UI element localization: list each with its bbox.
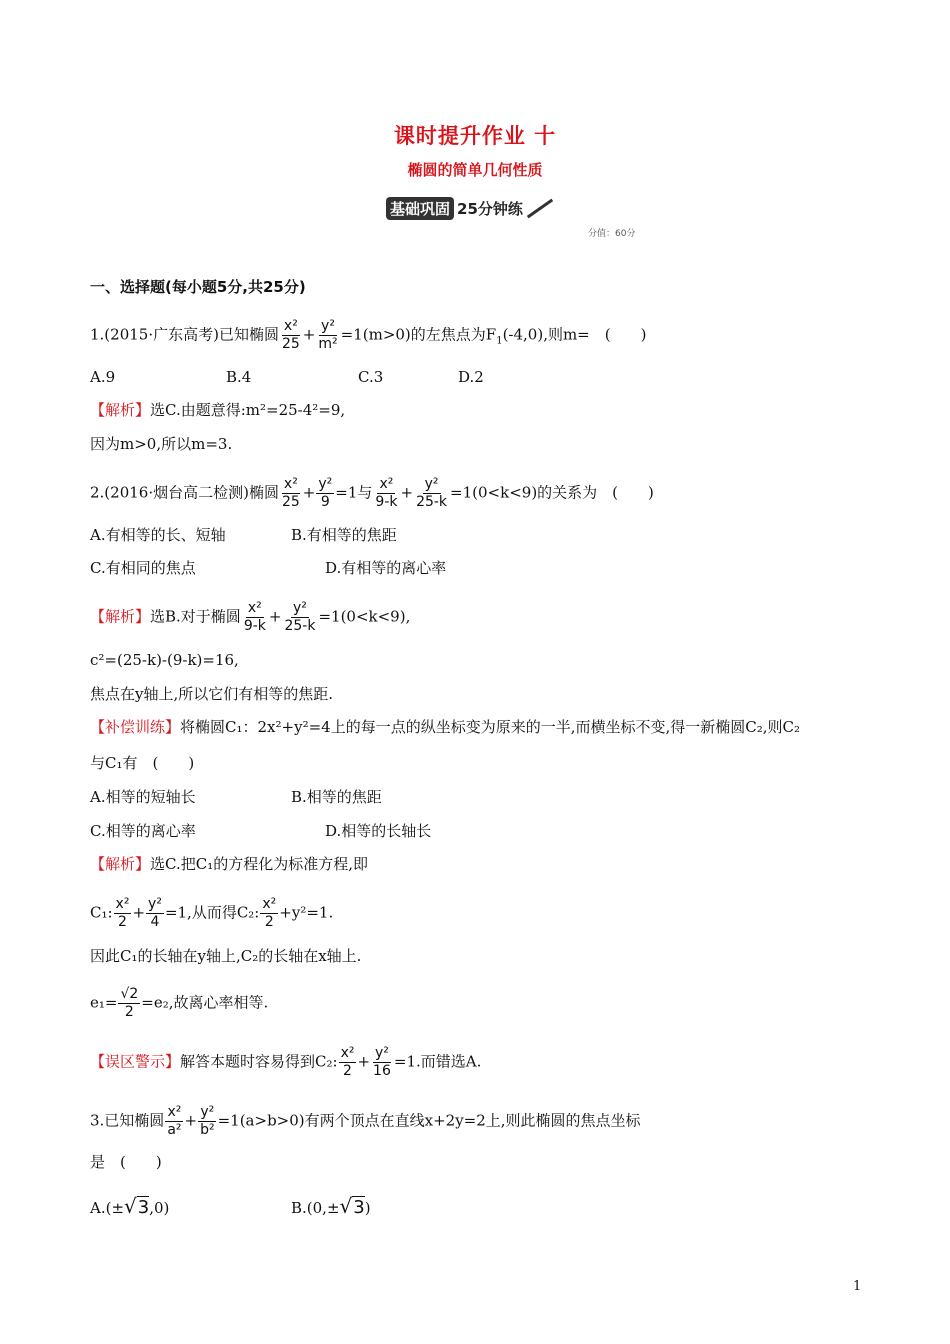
extra-answer-line1: 选C.把C₁的方程化为标准方程,即 (150, 855, 368, 873)
extra-option-c: C.相等的离心率 (90, 822, 196, 840)
score-label: 分值：60分 (588, 229, 636, 239)
fraction: $\frac{\text{x²}}{25}$ (281, 318, 300, 352)
extra-c2-label: =1,从而得C₂: (164, 903, 260, 922)
fraction: $\frac{\text{y²}}{4}$ (148, 896, 162, 930)
q2-answer-a: 选B.对于椭圆 (150, 607, 241, 626)
question-3: 3.已知椭圆 $\frac{\text{x²}}{\text{a²}}$ + $\frac{\text{y²}}{\text{b²}}$ =1(a>b>0)有两个顶点在直线x+2y=2上,则此椭圆的焦点坐标 (90, 1104, 641, 1138)
q2-suffix: =1(0<k<9)的关系为 ( ) (450, 483, 654, 502)
fraction: $\frac{\text{x²}}{9-k}$ (243, 600, 266, 634)
extra-answer-line4 (90, 986, 268, 1021)
fraction: $\frac{\text{x²}}{\text{a²}}$ (167, 1104, 182, 1138)
q3-prefix: 3.已知椭圆 (90, 1111, 165, 1130)
fraction: $\frac{\text{x²}}{9-k}$ (375, 476, 398, 510)
analysis-tag: 【解析】 (90, 855, 151, 873)
e2-label: =e₂,故离心率相等. (141, 993, 269, 1012)
section-heading: 一、选择题(每小题5分,共25分) (90, 278, 306, 296)
extra-answer-line3: 因此C₁的长轴在y轴上,C₂的长轴在x轴上. (90, 947, 362, 965)
warning-text-b: =1.而错选A. (393, 1052, 482, 1071)
analysis-tag: 【解析】 (90, 607, 151, 626)
q2-answer-b: =1(0<k<9), (318, 607, 411, 626)
extra-option-a: A.相等的短轴长 (90, 788, 196, 806)
extra-tag: 【补偿训练】 (90, 718, 181, 736)
extra-c2-tail: +y²=1. (279, 903, 334, 922)
fraction: $\frac{\text{y²}}{16}$ (373, 1045, 391, 1079)
q2-option-d: D.有相等的离心率 (325, 559, 447, 577)
fraction: $\frac{\text{y²}}{\text{m²}}$ (318, 318, 338, 352)
analysis-tag: 【解析】 (90, 401, 151, 419)
q1-suffix: =1(m>0)的左焦点为F (340, 325, 497, 344)
q3-line2: 是 ( ) (90, 1153, 162, 1171)
banner-dark-label: 基础巩固 (386, 197, 454, 220)
q1-answer-line1: 选C.由题意得:m²=25-4²=9, (150, 401, 346, 419)
pen-icon (527, 198, 553, 218)
q2-answer-line2: c²=(25-k)-(9-k)=16, (90, 651, 239, 669)
fraction: $\frac{\text{y²}}{25-k}$ (416, 476, 448, 510)
q2-option-b: B.有相等的焦距 (291, 526, 397, 544)
fraction: $\frac{\text{y²}}{9}$ (318, 476, 333, 510)
section-banner (386, 196, 555, 220)
q1-option-d: D.2 (458, 368, 484, 386)
warning-tag: 【误区警示】 (90, 1052, 181, 1071)
q2-answer: 【解析】选B.对于椭圆 $\frac{\text{x²}}{9-k}$ + $\frac{\text{y²}}{25-k}$ =1(0<k<9), (90, 600, 411, 634)
fraction: $\frac{\text{x²}}{25}$ (281, 476, 300, 510)
extra-c1-label: C₁: (90, 903, 113, 922)
question-2: 2.(2016·烟台高二检测)椭圆 $\frac{\text{x²}}{25}$ + $\frac{\text{y²}}{9}$ =1与 $\frac{\text{x²}}{9-k}$ + $\frac{\text{y²}}{25-k}$ =1(0<k<9)的关系为 ( ) (90, 476, 654, 510)
q3-suffix: =1(a>b>0)有两个顶点在直线x+2y=2上,则此椭圆的焦点坐标 (217, 1111, 641, 1130)
question-1: 1.(2015·广东高考)已知椭圆 $\frac{\text{x²}}{25}$ + $\frac{\text{y²}}{\text{m²}}$ =1(m>0)的左焦点为$F_1(-4,0)$,则m= ( ) (90, 318, 647, 352)
sqrt-symbol: √3 (339, 1194, 365, 1218)
q1-option-a: A.9 (90, 368, 116, 386)
extra-option-b: B.相等的焦距 (291, 788, 382, 806)
extra-answer-line2: C₁: $\frac{\text{x²}}{2}$ + $\frac{\text{y²}}{4}$ =1,从而得C₂: $\frac{\text{x²}}{2}$ +y²=1. (90, 896, 334, 930)
q1-suffix2: (-4,0),则m= ( ) (502, 325, 647, 344)
fraction: $\frac{\text{x²}}{2}$ (115, 896, 130, 930)
fraction: $\frac{\text{x²}}{2}$ (340, 1045, 355, 1079)
q1-answer (90, 400, 345, 420)
q1-option-b: B.4 (226, 368, 252, 386)
e1-label: e₁= (90, 993, 118, 1012)
q1-option-c: C.3 (358, 368, 384, 386)
q2-option-a: A.有相等的长、短轴 (90, 526, 226, 544)
page-title: 课时提升作业 十 (393, 124, 557, 148)
extra-text2: 与C₁有 ( ) (90, 754, 195, 772)
q2-answer-line3: 焦点在y轴上,所以它们有相等的焦距. (90, 685, 334, 703)
sqrt-symbol: √3 (124, 1194, 150, 1218)
q2-option-c: C.有相同的焦点 (90, 559, 196, 577)
q1-answer-line2: 因为m>0,所以m=3. (90, 435, 233, 453)
extra-answer (90, 854, 368, 874)
fraction: $\frac{\text{y²}}{25-k}$ (284, 600, 316, 634)
fraction: $\frac{\text{x²}}{2}$ (262, 896, 277, 930)
warning: 【误区警示】解答本题时容易得到C₂: $\frac{\text{x²}}{2}$ + $\frac{\text{y²}}{16}$ =1.而错选A. (90, 1045, 482, 1079)
warning-text-a: 解答本题时容易得到C₂: (180, 1052, 338, 1071)
extra-option-d: D.相等的长轴长 (325, 822, 432, 840)
extra-question (90, 717, 800, 737)
extra-text1: 将椭圆C₁：2x²+y²=4上的每一点的纵坐标变为原来的一半,而横坐标不变,得一新椭圆C₂,则C₂ (180, 718, 800, 736)
page-number: 1 (853, 1279, 862, 1294)
banner-light-label: 25分钟练 (457, 199, 523, 218)
q3-option-b: B.(0,±√3) (291, 1194, 371, 1218)
q3-option-a: A.(±√3,0) (90, 1194, 170, 1218)
q1-prefix: 1.(2015·广东高考)已知椭圆 (90, 325, 279, 344)
q2-prefix: 2.(2016·烟台高二检测)椭圆 (90, 483, 279, 502)
fraction: $\frac{\text{y²}}{\text{b²}}$ (200, 1104, 215, 1138)
fraction: $\frac{√2}{2}$ (120, 986, 139, 1020)
page-subtitle: 椭圆的简单几何性质 (407, 161, 543, 179)
q2-mid: =1与 (335, 483, 373, 502)
